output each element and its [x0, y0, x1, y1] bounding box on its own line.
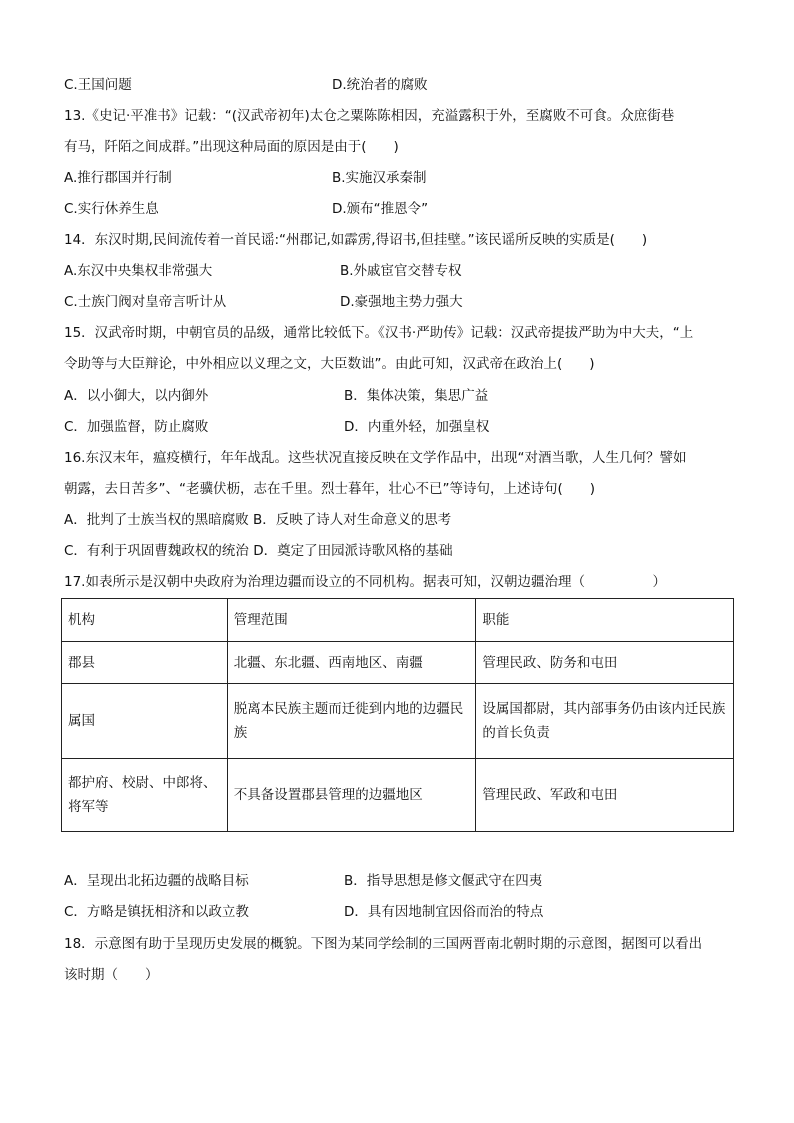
q17-table — [61, 598, 734, 832]
q13-stem-line1: 13.《史记·平准书》记载：“(汉武帝初年)太仓之粟陈陈相因，充溢露积于外，至腐败不可食。众庶街巷 — [64, 108, 675, 124]
q14-option-d: D.豪强地主势力强大 — [340, 294, 463, 310]
q15-option-b: B．集体决策，集思广益 — [344, 388, 489, 404]
q13-option-b: B.实施汉承秦制 — [332, 170, 427, 186]
q13-option-d: D.颁布“推恩令” — [332, 201, 429, 217]
q14-option-b: B.外戚宦官交替专权 — [340, 263, 462, 279]
table-header-cell: 职能 — [476, 599, 734, 642]
table-row — [62, 759, 734, 832]
q15-stem-line2: 令助等与大臣辩论，中外相应以义理之文，大臣数诎”。由此可知，汉武帝在政治上( ) — [64, 356, 595, 372]
q15-option-c: C．加强监督，防止腐败 — [64, 419, 209, 435]
table-cell: 管理民政、防务和屯田 — [476, 642, 734, 684]
q15-stem-line1: 15．汉武帝时期，中朝官员的品级，通常比较低下。《汉书·严助传》记载：汉武帝提拔严助为中大夫，“上 — [64, 325, 694, 341]
table-cell: 北疆、东北疆、西南地区、南疆 — [227, 642, 476, 684]
q15-option-d: D．内重外轻，加强皇权 — [344, 419, 490, 435]
table-cell: 不具备设置郡县管理的边疆地区 — [227, 759, 476, 832]
q16-options-cd: C．有利于巩固曹魏政权的统治 D．奠定了田园派诗歌风格的基础 — [64, 543, 453, 559]
q18-stem-line2: 该时期（ ） — [64, 967, 159, 983]
q13-option-a: A.推行郡国并行制 — [64, 170, 172, 186]
q18-stem-line1: 18．示意图有助于呈现历史发展的概貌。下图为某同学绘制的三国两晋南北朝时期的示意图，据图可以看出 — [64, 936, 703, 952]
table-cell: 设属国都尉，其内部事务仍由该内迁民族的首长负责 — [476, 684, 734, 759]
q13-stem-line2: 有马，阡陌之间成群。”出现这种局面的原因是由于( ) — [64, 139, 399, 155]
table-header-cell: 机构 — [62, 599, 228, 642]
table-cell: 管理民政、军政和屯田 — [476, 759, 734, 832]
q17-option-d: D．具有因地制宜因俗而治的特点 — [344, 904, 544, 920]
table-cell: 脱离本民族主题而迁徙到内地的边疆民族 — [227, 684, 476, 759]
q16-options-ab: A．批判了士族当权的黑暗腐败 B．反映了诗人对生命意义的思考 — [64, 512, 452, 528]
q12-option-d: D.统治者的腐败 — [332, 77, 428, 93]
table-row — [62, 684, 734, 759]
table-header-cell: 管理范围 — [227, 599, 476, 642]
q16-stem-line2: 朝露，去日苦多”、“老骥伏枥，志在千里。烈士暮年，壮心不已”等诗句，上述诗句( ) — [64, 481, 596, 497]
q13-option-c: C.实行休养生息 — [64, 201, 159, 217]
q14-option-c: C.士族门阀对皇帝言听计从 — [64, 294, 227, 310]
table-header-row — [62, 599, 734, 642]
q17-option-b: B．指导思想是修文偃武守在四夷 — [344, 873, 543, 889]
q17-option-c: C．方略是镇抚相济和以政立教 — [64, 904, 249, 920]
q15-option-a: A．以小御大，以内御外 — [64, 388, 209, 404]
table-row — [62, 642, 734, 684]
q17-option-a: A．呈现出北拓边疆的战略目标 — [64, 873, 249, 889]
q14-stem-line1: 14．东汉时期,民间流传着一首民谣:“州郡记,如霹雳,得诏书,但挂壁。”该民谣所反映的实质是( ) — [64, 232, 648, 248]
q14-option-a: A.东汉中央集权非常强大 — [64, 263, 213, 279]
table-cell: 属国 — [62, 684, 228, 759]
q12-option-c: C.王国问题 — [64, 77, 132, 93]
table-cell: 都护府、校尉、中郎将、将军等 — [62, 759, 228, 832]
q17-stem-line1: 17.如表所示是汉朝中央政府为治理边疆而设立的不同机构。据表可知，汉朝边疆治理（ ） — [64, 574, 666, 590]
q16-stem-line1: 16.东汉末年，瘟疫横行，年年战乱。这些状况直接反映在文学作品中，出现“对酒当歌，人生几何？譬如 — [64, 450, 687, 466]
table-cell: 郡县 — [62, 642, 228, 684]
